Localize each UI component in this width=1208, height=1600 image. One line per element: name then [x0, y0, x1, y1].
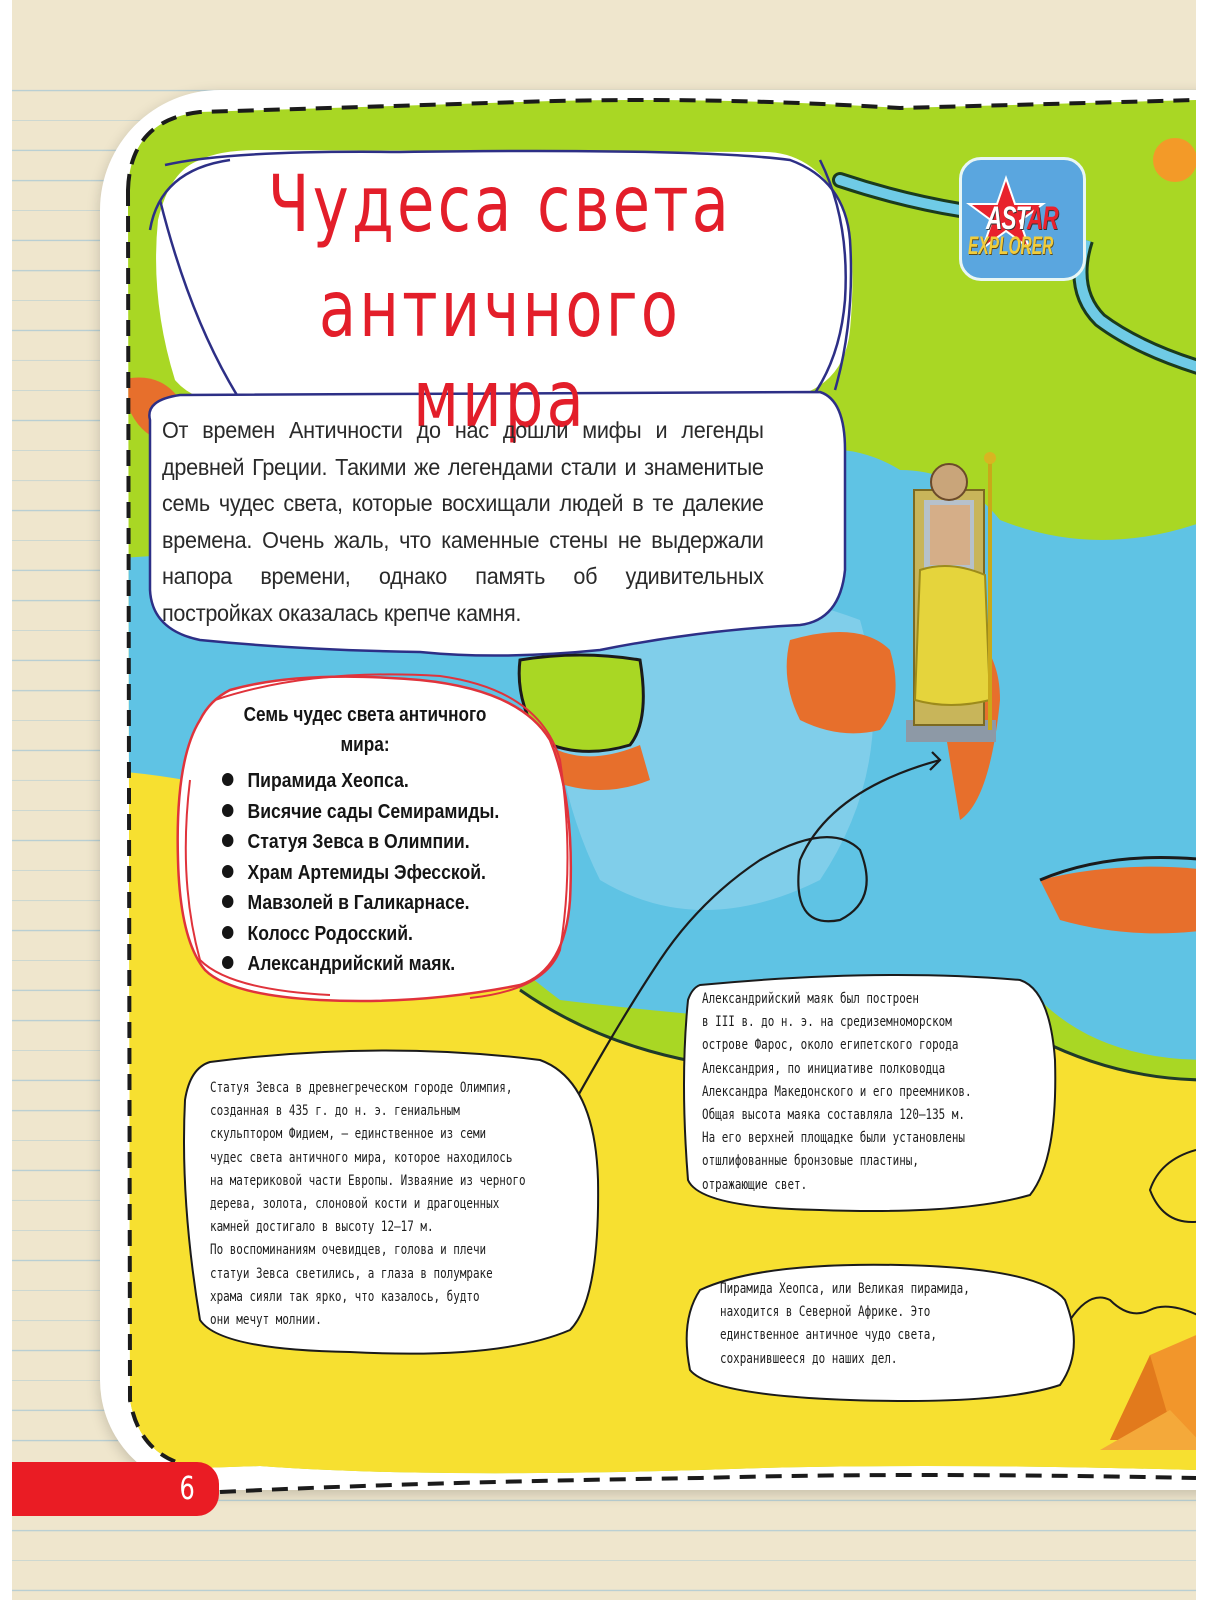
title-line-2: античного мира [318, 265, 682, 445]
wonders-list-box [160, 690, 560, 1000]
bullet-icon [222, 773, 233, 786]
list-item: Пирамида Хеопса. [222, 766, 499, 797]
page-title [150, 150, 850, 445]
bullet-icon [222, 865, 233, 878]
logo-word-explorer: EXPLORER [968, 232, 1054, 260]
bullet-icon [222, 956, 233, 969]
page-number-tab [12, 1462, 219, 1516]
astar-explorer-logo[interactable] [959, 157, 1086, 281]
bullet-icon [222, 834, 233, 847]
list-item: Александрийский маяк. [222, 949, 499, 980]
bullet-icon [222, 804, 233, 817]
list-item: Мавзолей в Галикарнасе. [222, 888, 499, 919]
zeus-statue-note: Статуя Зевса в древнегреческом городе Олимпия, созданная в 435 г. до н. э. гениальным скульптором Фидием, — единственное из семи чудес света античного мира, которое находилось на материковой части Европы. Изваяние из черного дерева, золота, слоновой кости и драгоценных камней достигало в высоту 12—17 м. По воспоминаниям очевидцев, голова и плечи статуи Зевса светились, а глаза в полумраке храма сияли так ярко, что казалось, будто они мечут молнии. [210, 1080, 526, 1328]
list-item: Храм Артемиды Эфесской. [222, 858, 499, 889]
page-number: 6 [179, 1469, 195, 1507]
list-item: Висячие сады Семирамиды. [222, 797, 499, 828]
list-item: Колосс Родосский. [222, 919, 499, 950]
bullet-icon [222, 926, 233, 939]
logo-word-astar: ASTAR [986, 200, 1058, 236]
intro-paragraph: От времен Античности до нас дошли мифы и легенды древней Греции. Такими же легендами стали и знаменитые семь чудес света, которые восхищали людей в те далекие времена. Очень жаль, что каменные стены не выдержали напора времени, однако память об удивительных постройках оказалась крепче камня. [162, 417, 764, 626]
title-line-1: Чудеса света [267, 160, 733, 250]
zeus-statue-illustration [906, 452, 996, 742]
list-item: Статуя Зевса в Олимпии. [222, 827, 499, 858]
page-right-edge [1196, 0, 1208, 1600]
bullet-icon [222, 895, 233, 908]
pyramid-note: Пирамида Хеопса, или Великая пирамида, находится в Северной Африке. Это единственное античное чудо света, сохранившееся до наших дел. [720, 1281, 970, 1367]
lighthouse-note: Александрийский маяк был построен в III в. до н. э. на средиземноморском острове Фарос, около египетского города Александрия, по инициативе полководца Александра Македонского и его преемников. Общая высота маяка составляла 120—135 м. На его верхней площадке были установлены отшлифованные бронзовые пластины, отражающие свет. [702, 991, 972, 1193]
wonders-list-heading: Семь чудес света античного мира: [243, 704, 487, 756]
wonders-list [222, 766, 537, 980]
